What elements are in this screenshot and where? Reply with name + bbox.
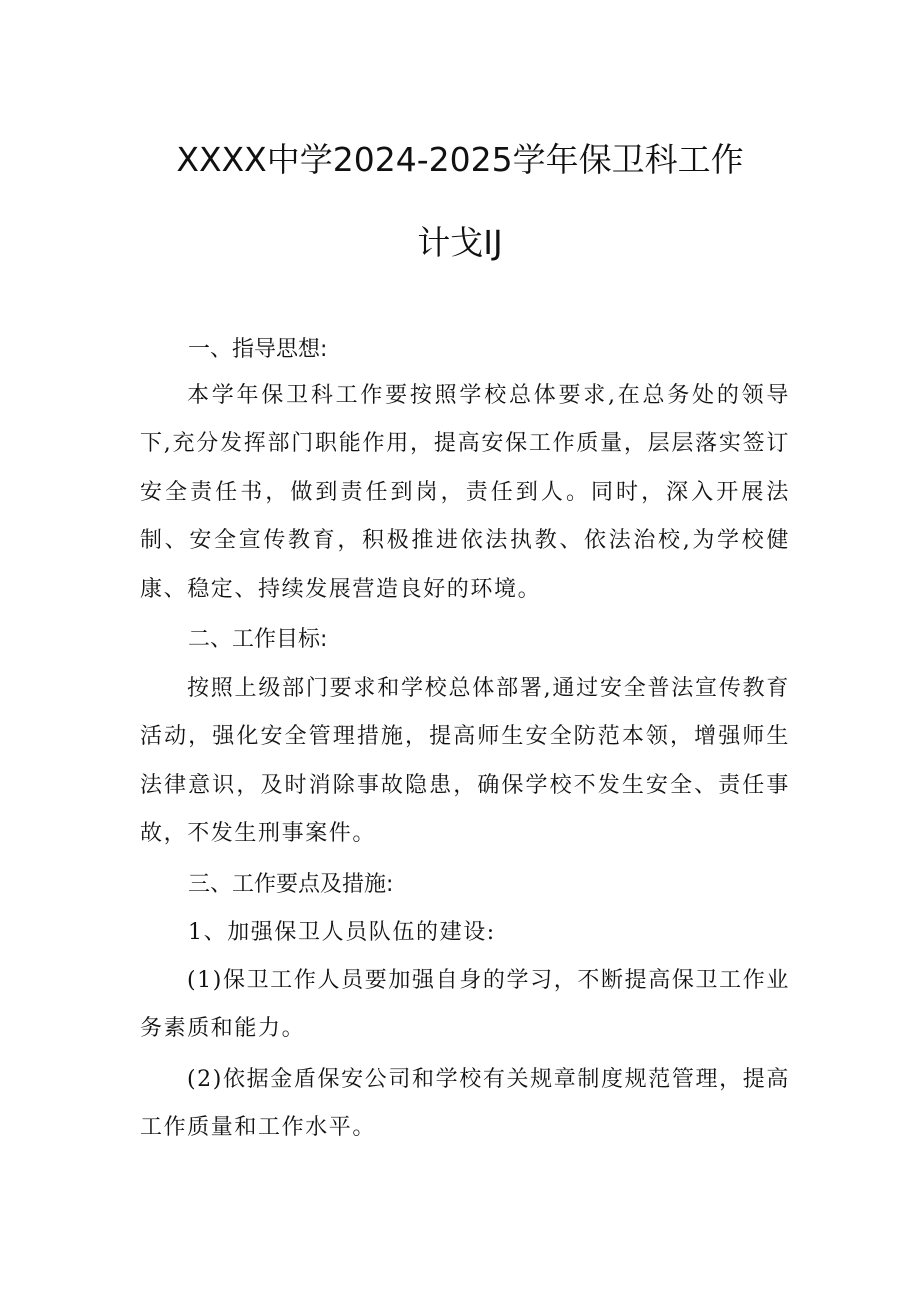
section-body-guiding-ideology: 本学年保卫科工作要按照学校总体要求,在总务处的领导下,充分发挥部门职能作用，提高安保工作质量，层层落实签订安全责任书，做到责任到岗，责任到人。同时，深入开展法制、安全宣传教育，积极推进依法执教、依法治校,为学校健康、稳定、持续发展营造良好的环境。 [140,383,790,602]
document-title-line-1: XXXX中学2024-2025学年保卫科工作 [176,140,744,179]
section-heading-guiding-ideology: 一、指导思想: [188,337,328,362]
sub-item-2: (2)依据金盾保安公司和学校有关规章制度规范管理，提高工作质量和工作水平。 [140,1067,790,1141]
document-title-line-2: 计戈IJ [417,223,503,262]
section-body-work-goals: 按照上级部门要求和学校总体部署,通过安全普法宣传教育活动，强化安全管理措施，提高师生安全防范本领，增强师生法律意识，及时消除事故隐患，确保学校不发生安全、责任事故，不发生刑事案件。 [140,676,790,847]
section-heading-key-points: 三、工作要点及措施: [188,872,394,897]
sub-item-1: (1)保卫工作人员要加强自身的学习，不断提高保卫工作业务素质和能力。 [140,968,790,1042]
section-heading-work-goals: 二、工作目标: [188,627,328,652]
list-item-security-team: 1、加强保卫人员队伍的建设: [188,920,496,945]
